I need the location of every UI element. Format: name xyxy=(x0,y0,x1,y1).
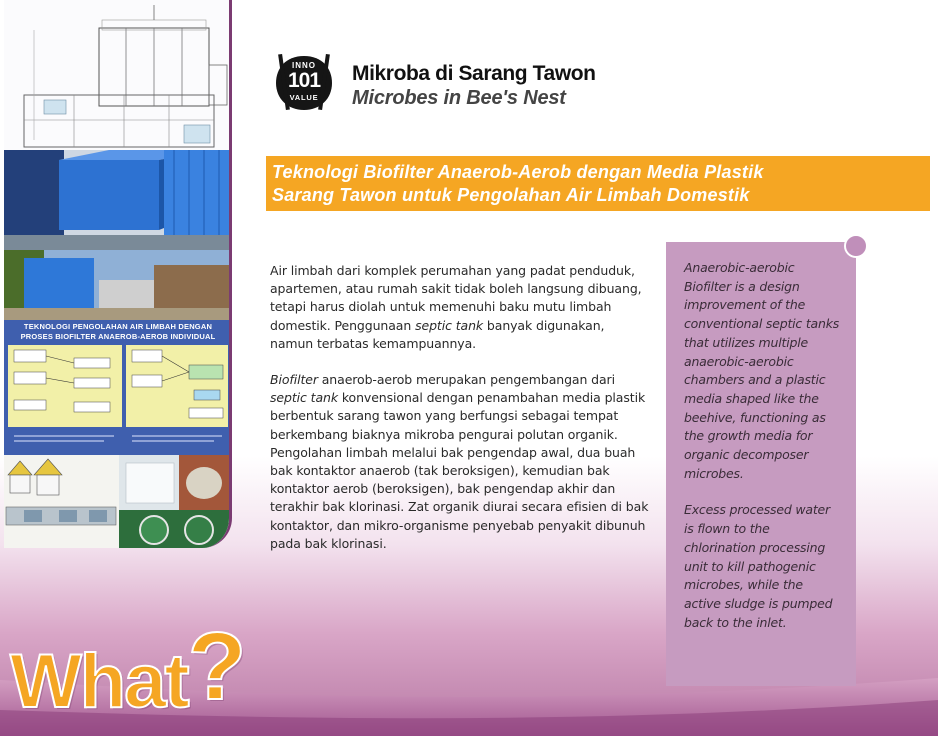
page-title: Mikroba di Sarang Tawon xyxy=(352,62,596,85)
headline-line-2: Sarang Tawon untuk Pengolahan Air Limbah Domestik xyxy=(272,185,750,205)
paragraph-1-end: banyak digunakan, namun terbatas kemampuannya. xyxy=(270,317,605,351)
badge-line-3: VALUE xyxy=(289,93,319,102)
what-word: What xyxy=(10,639,188,724)
english-summary-sidebar xyxy=(666,242,856,686)
inno-value-badge xyxy=(270,52,338,114)
paragraph-2-emphasis-1: Biofilter xyxy=(270,372,318,388)
paragraph-1 xyxy=(270,262,650,353)
badge-line-2: 101 xyxy=(287,69,321,92)
main-article xyxy=(270,262,650,553)
paragraph-1-text: Air limbah dari komplek perumahan yang padat penduduk, apartemen, atau rumah sakit tidak boleh langsung dibuang, tetapi harus diolah untuk memenuhi baku mutu limbah domestik. Penggunaan xyxy=(270,263,642,333)
paragraph-2-text-b: konvensional dengan penambahan media plastik berbentuk sarang tawon yang berfungsi sebagai tempat berkembang biaknya mikroba pengurai polutan organik. Pengolahan limbah melalui bak pengendap awal, dua buah bak kontaktor anaerob (tak beroksigen), kemudian bak kontaktor aerob (beroksigen), bak pengendap akhir dan terakhir bak klorinasi. Zat organik diurai secara efisien di bak kontaktor, dan mikro-organisme penyebab penyakit dibunuh pada bak klorinasi. xyxy=(270,390,649,551)
sidebar-paragraph-1: Anaerobic-aerobic Biofilter is a design improvement of the conventional septic tanks that utilizes multiple anaerobic-aerobic chambers and a plastic media shaped like the beehive, functioning as the growth media for organic decomposer microbes. xyxy=(684,260,840,481)
photo-collage xyxy=(4,0,232,548)
paragraph-2-text-a: anaerob-aerob merupakan pengembangan dari xyxy=(317,372,615,388)
paragraph-1-emphasis: septic tank xyxy=(415,317,484,333)
process-diagram-title: TEKNOLOGI PENGOLAHAN AIR LIMBAH DENGAN PROSES BIOFILTER ANAEROB-AEROB INDIVIDUAL xyxy=(20,322,216,341)
paragraph-2-emphasis-2: septic tank xyxy=(270,390,338,406)
headline-line-1: Teknologi Biofilter Anaerob-Aerob dengan Media Plastik xyxy=(272,162,764,182)
sidebar-dot-decoration xyxy=(844,234,868,258)
headline-banner xyxy=(266,156,930,211)
houses-and-tanks-photo xyxy=(4,455,232,548)
page-subtitle: Microbes in Bee's Nest xyxy=(352,87,566,109)
process-diagram-panel xyxy=(4,320,232,455)
tank-schematic-drawing xyxy=(4,0,232,150)
blue-tanks-photo xyxy=(4,150,232,250)
what-heading xyxy=(10,613,245,727)
badge-line-1: INNO xyxy=(292,61,316,70)
paragraph-2 xyxy=(270,371,650,553)
sidebar-paragraph-2: Excess processed water is flown to the chlorination processing unit to kill pathogenic microbes, while the active sludge is pumped back to the inlet. xyxy=(684,502,833,630)
installation-site-photo xyxy=(4,250,232,320)
question-mark: ? xyxy=(187,613,245,720)
